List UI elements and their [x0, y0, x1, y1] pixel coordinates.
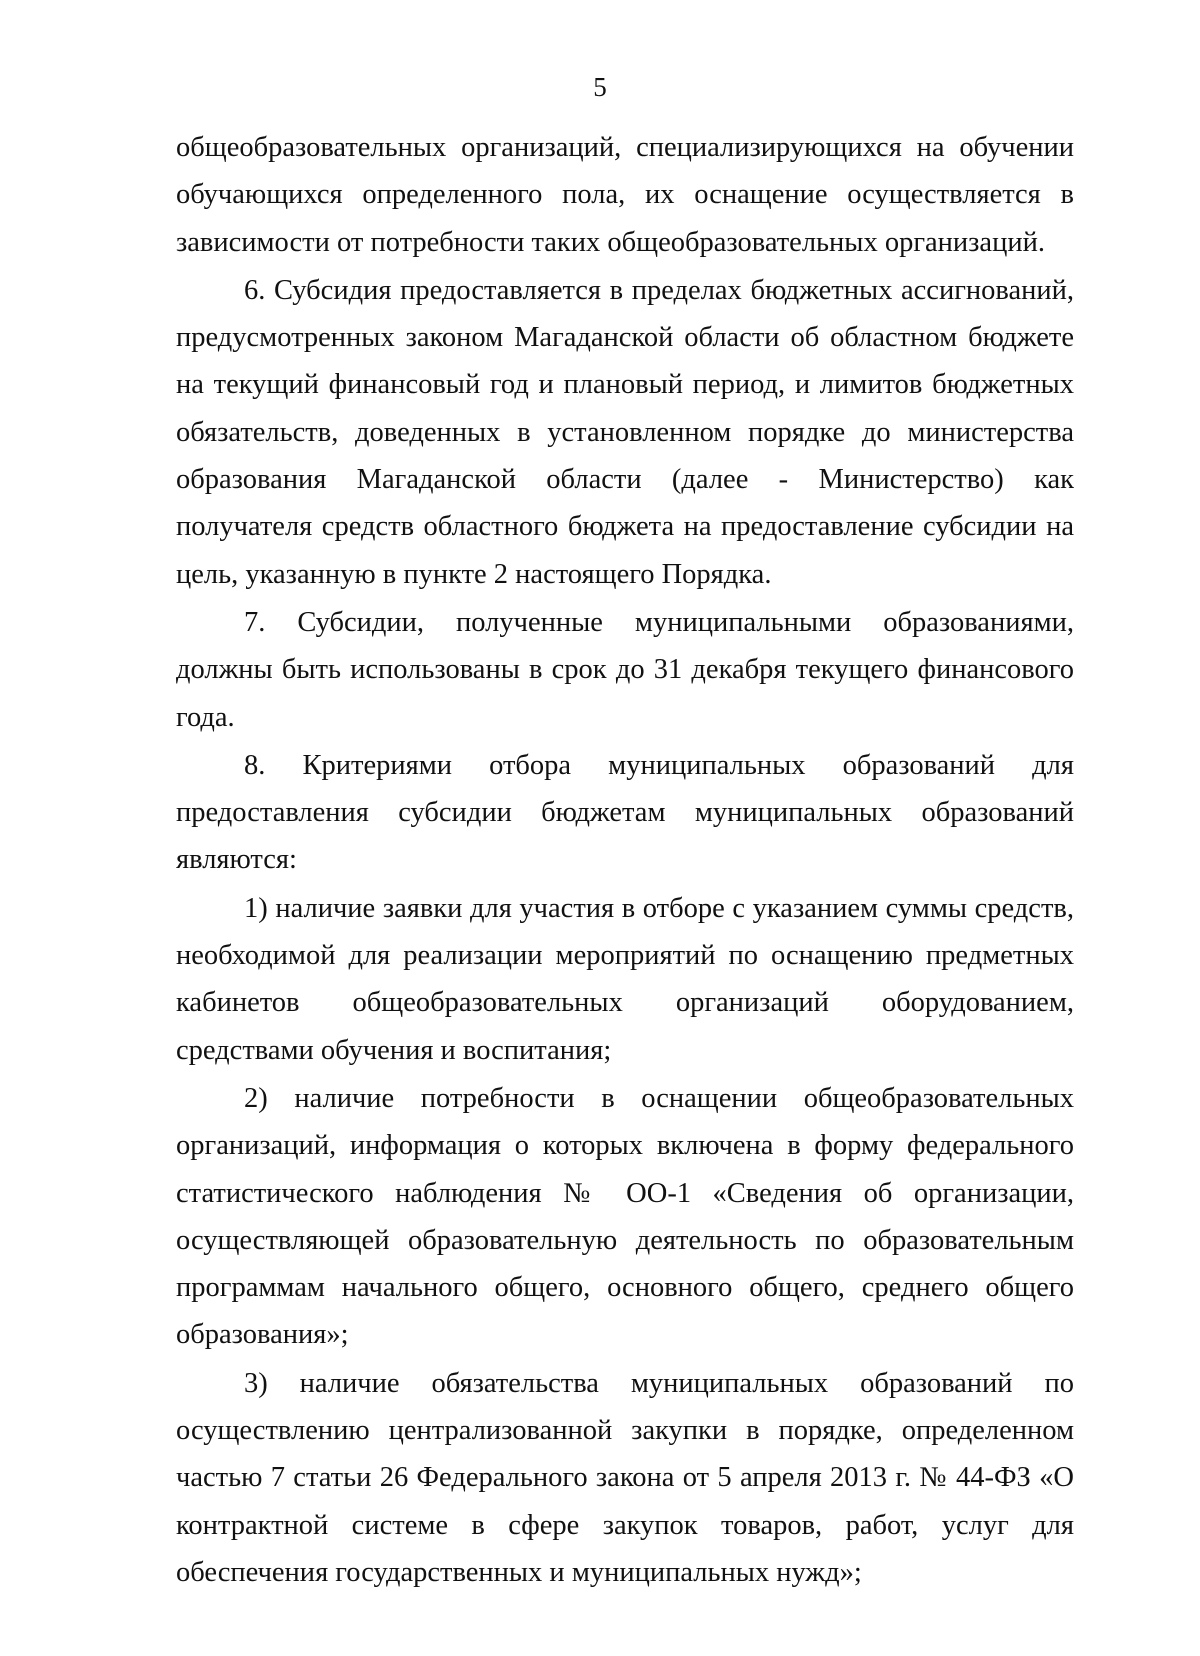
document-body	[176, 124, 1074, 1597]
page-number: 5	[593, 72, 607, 102]
criterion-1: 1) наличие заявки для участия в отборе с указанием суммы средств, необходимой для реализации мероприятий по оснащению предметных кабинетов общеобразовательных организаций оборудованием, средствами обучения и воспитания;	[176, 892, 1074, 1066]
criterion-2: 2) наличие потребности в оснащении общеобразовательных организаций, информация о которых включена в форму федерального статистического наблюдения № ОО-1 «Сведения об организации, осуществляющей образовательную деятельность по образовательным программам начального общего, основного общего, среднего общего образования»;	[176, 1082, 1074, 1351]
paragraph-item-8: 8. Критериями отбора муниципальных образований для предоставления субсидии бюджетам муниципальных образований являются:	[176, 749, 1074, 876]
paragraph-item-7: 7. Субсидии, полученные муниципальными образованиями, должны быть использованы в срок до 31 декабря текущего финансового года.	[176, 606, 1074, 733]
criterion-3: 3) наличие обязательства муниципальных образований по осуществлению централизованной закупки в порядке, определенном частью 7 статьи 26 Федерального закона от 5 апреля 2013 г. № 44-ФЗ «О контрактной системе в сфере закупок товаров, работ, услуг для обеспечения государственных и муниципальных нужд»;	[176, 1367, 1074, 1588]
paragraph-item-6: 6. Субсидия предоставляется в пределах бюджетных ассигнований, предусмотренных законом Магаданской области об областном бюджете на текущий финансовый год и плановый период, и лимитов бюджетных обязательств, доведенных в установленном порядке до министерства образования Магаданской области (далее - Министерство) как получателя средств областного бюджета на предоставление субсидии на цель, указанную в пункте 2 настоящего Порядка.	[176, 274, 1074, 590]
paragraph-continuation: общеобразовательных организаций, специализирующихся на обучении обучающихся определенного пола, их оснащение осуществляется в зависимости от потребности таких общеобразовательных организаций.	[176, 132, 1074, 258]
